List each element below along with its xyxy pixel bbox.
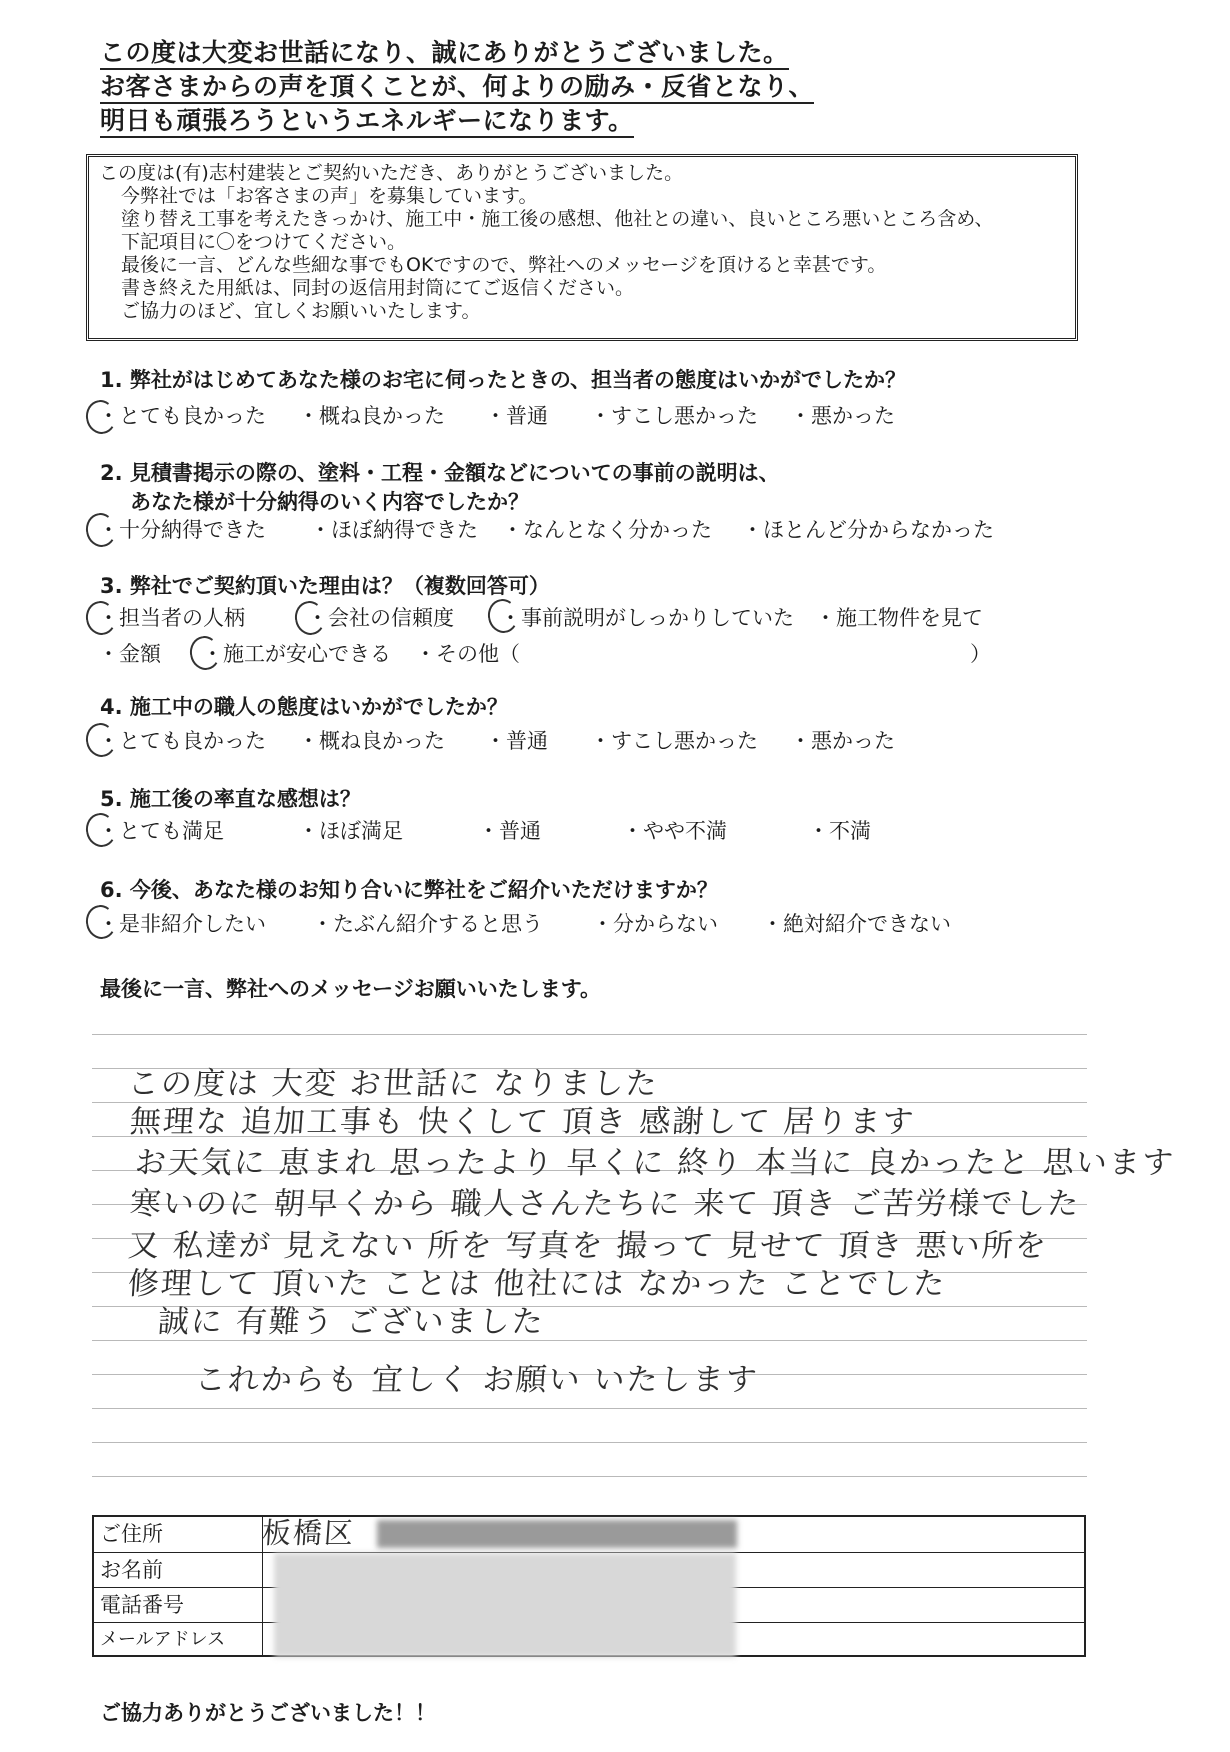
q4-option-5[interactable]: ・悪かった	[790, 729, 895, 753]
question-5: 5. 施工後の率直な感想は？	[100, 787, 361, 811]
q5-option-3[interactable]: ・普通	[478, 819, 541, 843]
header-line-3: 明日も頑張ろうというエネルギーになります。	[100, 106, 634, 138]
handwritten-line-6: 修理して 頂いた ことは 他社には なかった ことでした	[126, 1266, 948, 1302]
handwritten-line-3: お天気に 恵まれ 思ったより 早くに 終り 本当に 良かったと 思います	[133, 1145, 1177, 1181]
q1-option-5[interactable]: ・悪かった	[790, 404, 895, 428]
notice-line-5: 最後に一言、どんな些細な事でもOKですので、弊社へのメッセージを頂けると幸甚です。	[121, 254, 887, 276]
ruled-line	[92, 1476, 1087, 1477]
q5-option-5[interactable]: ・不満	[808, 819, 871, 843]
ruled-line	[92, 1034, 1087, 1035]
q2-option-2[interactable]: ・ほぼ納得できた	[310, 518, 478, 542]
header-line-1: この度は大変お世話になり、誠にありがとうございました。	[100, 38, 789, 70]
handwritten-line-8: これからも 宜しく お願い いたします	[193, 1362, 760, 1398]
redacted-address	[377, 1520, 737, 1548]
q3-option-1[interactable]: ・担当者の人柄	[98, 606, 245, 630]
q6-option-1[interactable]: ・是非紹介したい	[98, 912, 266, 936]
q6-option-3[interactable]: ・分からない	[592, 912, 718, 936]
notice-box	[86, 154, 1078, 341]
q3-option-4[interactable]: ・施工物件を見て	[815, 606, 983, 630]
question-3: 3. 弊社でご契約頂いた理由は？（複数回答可）	[100, 574, 550, 598]
q1-option-4[interactable]: ・すこし悪かった	[590, 404, 758, 428]
contact-row-address	[94, 1517, 1084, 1552]
q4-option-3[interactable]: ・普通	[485, 729, 548, 753]
contact-table	[92, 1515, 1086, 1657]
notice-line-4: 下記項目に〇をつけてください。	[121, 231, 407, 253]
ruled-line	[92, 1408, 1087, 1409]
footer-thanks: ご協力ありがとうございました！！	[100, 1701, 436, 1725]
handwritten-line-7: 誠に 有難う ございました	[156, 1304, 546, 1340]
q4-option-4[interactable]: ・すこし悪かった	[590, 729, 758, 753]
q1-option-3[interactable]: ・普通	[485, 404, 548, 428]
q2-option-4[interactable]: ・ほとんど分からなかった	[742, 518, 994, 542]
handwritten-line-2: 無理な 追加工事も 快くして 頂き 感謝して 居ります	[128, 1104, 917, 1140]
address-value: 板橋区	[260, 1516, 357, 1550]
header-line-2: お客さまからの声を頂くことが、何よりの励み・反省となり、	[100, 72, 814, 104]
q2-option-3[interactable]: ・なんとなく分かった	[502, 518, 712, 542]
q5-option-1[interactable]: ・とても満足	[98, 819, 224, 843]
redacted-contact-info	[274, 1553, 736, 1657]
q4-option-2[interactable]: ・概ね良かった	[298, 729, 445, 753]
handwritten-line-1: この度は 大変 お世話に なりました	[126, 1066, 660, 1102]
q3-option-5[interactable]: ・金額	[98, 642, 161, 666]
q3-option-3[interactable]: ・事前説明がしっかりしていた	[500, 606, 794, 630]
notice-line-3: 塗り替え工事を考えたきっかけ、施工中・施工後の感想、他社との違い、良いところ悪いところ含め、	[121, 208, 994, 230]
name-label: お名前	[100, 1558, 163, 1582]
question-6: 6. 今後、あなた様のお知り合いに弊社をご紹介いただけますか？	[100, 878, 718, 902]
q5-option-4[interactable]: ・やや不満	[622, 819, 727, 843]
notice-line-1: この度は(有)志村建装とご契約いただき、ありがとうございました。	[99, 162, 684, 184]
notice-line-2: 今弊社では「お客さまの声」を募集しています。	[121, 185, 538, 207]
q1-option-2[interactable]: ・概ね良かった	[298, 404, 445, 428]
q3-option-2[interactable]: ・会社の信頼度	[307, 606, 454, 630]
question-4: 4. 施工中の職人の態度はいかがでしたか？	[100, 695, 508, 719]
notice-line-6: 書き終えた用紙は、同封の返信用封筒にてご返信ください。	[121, 277, 635, 299]
address-label: ご住所	[100, 1522, 163, 1546]
q6-option-4[interactable]: ・絶対紹介できない	[762, 912, 951, 936]
handwritten-line-4: 寒いのに 朝早くから 職人さんたちに 来て 頂き ご苦労様でした	[128, 1186, 1082, 1222]
q3-option-7-close: ）	[970, 642, 991, 666]
question-1: 1. 弊社がはじめてあなた様のお宅に伺ったときの、担当者の態度はいかがでしたか？	[100, 368, 907, 392]
handwritten-line-5: 又 私達が 見えない 所を 写真を 撮って 見せて 頂き 悪い所を	[126, 1228, 1050, 1264]
q5-option-2[interactable]: ・ほぼ満足	[298, 819, 403, 843]
message-prompt: 最後に一言、弊社へのメッセージお願いいたします。	[100, 977, 602, 1001]
q3-option-7[interactable]: ・その他（	[415, 642, 520, 666]
q6-option-2[interactable]: ・たぶん紹介すると思う	[312, 912, 543, 936]
q3-option-6[interactable]: ・施工が安心できる	[202, 642, 391, 666]
ruled-line	[92, 1442, 1087, 1443]
question-2-line-1: 2. 見積書掲示の際の、塗料・工程・金額などについての事前の説明は、	[100, 461, 780, 485]
q1-option-1[interactable]: ・とても良かった	[98, 404, 266, 428]
question-2-line-2: あなた様が十分納得のいく内容でしたか？	[130, 490, 529, 514]
q4-option-1[interactable]: ・とても良かった	[98, 729, 266, 753]
phone-label: 電話番号	[100, 1593, 184, 1617]
q2-option-1[interactable]: ・十分納得できた	[98, 518, 266, 542]
notice-line-7: ご協力のほど、宜しくお願いいたします。	[121, 300, 481, 322]
email-label: メールアドレス	[100, 1629, 226, 1650]
